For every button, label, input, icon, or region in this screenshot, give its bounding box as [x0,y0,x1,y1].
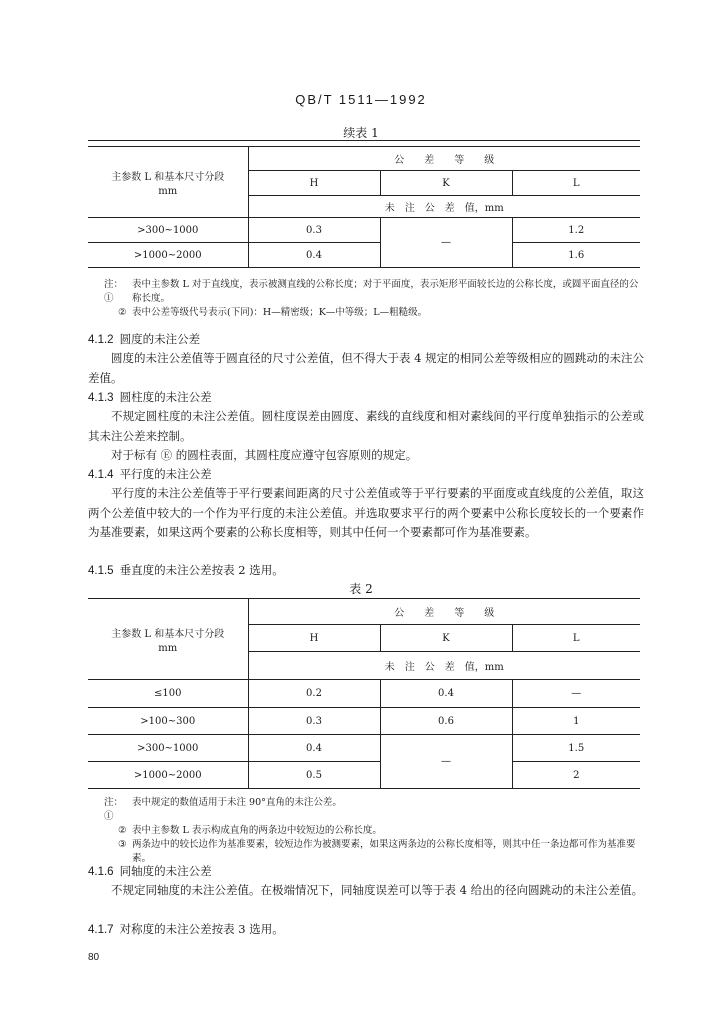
table2-row1-l: — [571,688,582,699]
table2-row-header-label: 主参数 L 和基本尺寸分段 [111,628,225,640]
table2-row4-l: 2 [512,762,640,789]
table1-row-header [88,147,248,218]
table2-note-3: ③ 两条边中的较长边作为基准要素，较短边作为被测要素，如果这两条边的公称长度相等，则其中任一条边都可作为基准要素。 [118,839,636,864]
section-4-1-2-paragraph: 圆度的未注公差值等于圆直径的尺寸公差值，但不得大于表 4 规定的相同公差等级相应的圆跳动的未注公差值。 [88,351,644,385]
table1 [88,146,640,268]
table1-caption: 续表 1 [343,126,379,140]
section-4-1-6-paragraph: 不规定同轴度的未注公差值。在极端情况下，同轴度误差可以等于表 4 给出的径向圆跳动的未注公差值。 [111,883,644,897]
table1-grade-k: K [380,171,512,196]
table2-row-header [88,599,248,680]
table1-notes [104,278,644,320]
table2-grade-h: H [248,625,380,652]
table1-row2-h: 0.4 [248,243,380,268]
table1-k-merged: — [380,218,512,268]
table2 [88,598,640,789]
table1-value-header: 未 注 公 差 值，mm [248,196,640,218]
table2-k-merged: — [380,735,512,789]
section-4-1-3-heading: 4.1.3 圆柱度的未注公差 [88,390,212,404]
table2-row3-range: >300~1000 [88,735,248,762]
table2-row3-h: 0.4 [248,735,380,762]
table2-row4-range: >1000~2000 [88,762,248,789]
table1-grade-h: H [248,171,380,196]
standard-code-header: QB/T 1511—1992 [295,92,427,107]
table2-row2-h: 0.3 [248,708,380,735]
table2-note-2: ② 表中主参数 L 表示构成直角的两条边中较短边的公称长度。 [118,825,382,836]
table2-note-1: 注：① 表中规定的数值适用于未注 90°直角的未注公差。 [104,797,342,822]
page-number: 80 [88,952,100,963]
table1-row1-h: 0.3 [248,218,380,243]
section-4-1-3-paragraph-2: 对于标有 Ⓔ 的圆柱表面，其圆柱度应遵守包容原则的规定。 [111,448,418,462]
table1-row2-l: 1.6 [512,243,640,268]
table2-value-header: 未 注 公 差 值，mm [248,652,640,680]
table2-notes [104,796,644,866]
table1-row-header-unit: mm [158,185,178,197]
table2-grade-k: K [380,625,512,652]
table2-row-header-unit: mm [158,642,178,654]
table2-row2-l: 1 [512,708,640,735]
table2-row2-range: >100~300 [88,708,248,735]
section-4-1-4-heading: 4.1.4 平行度的未注公差 [88,467,212,481]
section-4-1-4-paragraph: 平行度的未注公差值等于平行要素间距离的尺寸公差值或等于平行要素的平面度或直线度的公差值，取这两个公差值中较大的一个作为平行度的未注公差值。并选取要求平行的两个要素中公称长度较长的一个要素作为基准要素，如果这两个要素的公称长度相等，则其中任何一个要素都可作为基准要素。 [88,486,644,539]
table2-grade-l: L [512,625,640,652]
section-4-1-3-paragraph-1: 不规定圆柱度的未注公差值。圆柱度误差由圆度、素线的直线度和相对素线间的平行度单独指示的公差或其未注公差来控制。 [88,409,644,443]
table1-group-header: 公 差 等 级 [248,147,640,171]
table1-note-1: 注：① 表中主参数 L 对于直线度，表示被测直线的公称长度；对于平面度，表示矩形平面较长边的公称长度，或圆平面直径的公称长度。 [104,279,639,304]
table2-caption: 表 2 [349,582,373,596]
table1-row1-range: >300~1000 [137,224,199,236]
section-4-1-6-heading: 4.1.6 同轴度的未注公差 [88,864,212,878]
section-4-1-2-heading: 4.1.2 圆度的未注公差 [88,332,201,346]
table1-grade-l: L [512,171,640,196]
table2-row1-k: 0.4 [380,680,512,708]
table2-row3-l: 1.5 [512,735,640,762]
table2-row4-h: 0.5 [248,762,380,789]
table1-row-header-label: 主参数 L 和基本尺寸分段 [111,171,225,183]
table2-row1-range: ≤100 [154,688,182,699]
table1-note-2: ② 表中公差等级代号表示(下同)：H—精密级；K—中等级；L—粗糙级。 [118,307,428,318]
table2-row1-h: 0.2 [248,680,380,708]
section-4-1-7-heading: 4.1.7 对称度的未注公差按表 3 选用。 [88,922,284,936]
table2-row2-k: 0.6 [380,708,512,735]
table2-group-header: 公 差 等 级 [248,599,640,625]
section-4-1-5-heading: 4.1.5 垂直度的未注公差按表 2 选用。 [88,563,284,577]
table1-row1-l: 1.2 [568,224,585,236]
table1-row2-range: >1000~2000 [88,243,248,268]
